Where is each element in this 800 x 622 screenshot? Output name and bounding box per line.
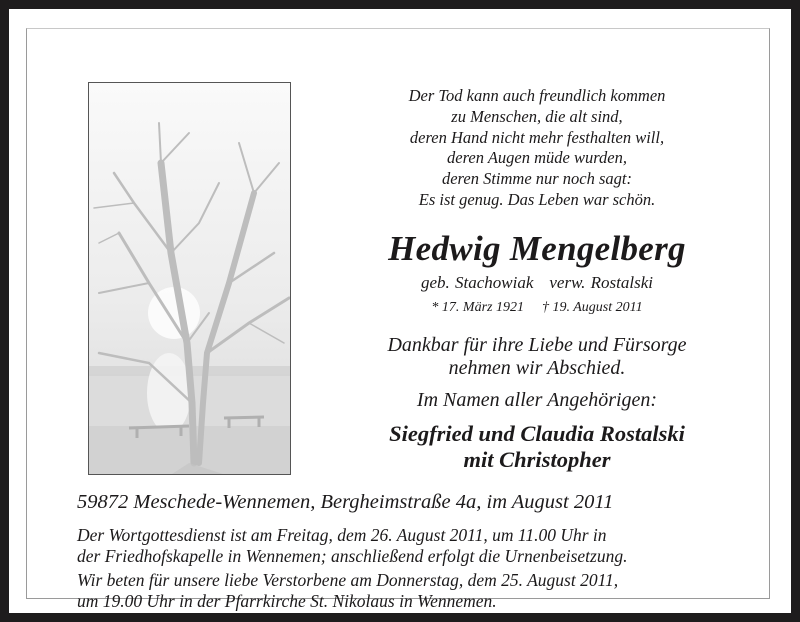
deceased-name: Hedwig Mengelberg [388,229,686,268]
poem-line: deren Stimme nur noch sagt: [441,169,633,189]
thanks-line: nehmen wir Abschied. [448,357,626,379]
mourners-line: Siegfried und Claudia Rostalski [389,421,685,446]
thanks-message [357,334,717,380]
service-line: um 19.00 Uhr in der Pfarrkirche St. Nikolaus in Wennemen. [77,590,497,611]
obituary-notice [9,9,791,613]
service-line: Der Wortgottesdienst ist am Freitag, dem 26. August 2011, um 11.00 Uhr in [77,525,607,545]
service-info-prayer [77,570,618,611]
poem-line: deren Augen müde wurden, [447,148,627,168]
thanks-line: Dankbar für ihre Liebe und Fürsorge [387,334,687,356]
service-info-funeral [77,525,627,566]
address-line: 59872 Meschede-Wennemen, Bergheimstraße 4a, im August 2011 [77,491,614,513]
birth-date: * 17. März 1921 [431,300,524,315]
tree-photo [88,82,291,475]
maiden-name: geb. Stachowiak [420,273,534,292]
birth-names [357,273,717,293]
widowed-name: verw. Rostalski [549,273,654,292]
inner-border [26,28,770,611]
poem-line: Es ist genug. Das Leben war schön. [418,189,656,209]
poem-line: deren Hand nicht mehr festhalten will, [409,127,665,147]
poem-line: zu Menschen, die alt sind, [451,106,623,126]
tree-silhouette-icon [89,83,291,475]
poem [357,86,717,211]
mourners-intro: Im Namen aller Angehörigen: [416,389,658,411]
service-line: der Friedhofskapelle in Wennemen; anschließend erfolgt die Urnenbeisetzung. [77,545,628,566]
service-line: Wir beten für unsere liebe Verstorbene am Donnerstag, dem 25. August 2011, [77,570,619,590]
life-dates [357,299,717,317]
poem-line: Der Tod kann auch freundlich kommen [408,86,666,105]
death-date: † 19. August 2011 [541,300,643,315]
mourners-line: mit Christopher [463,447,611,472]
mourners-names [357,421,717,473]
